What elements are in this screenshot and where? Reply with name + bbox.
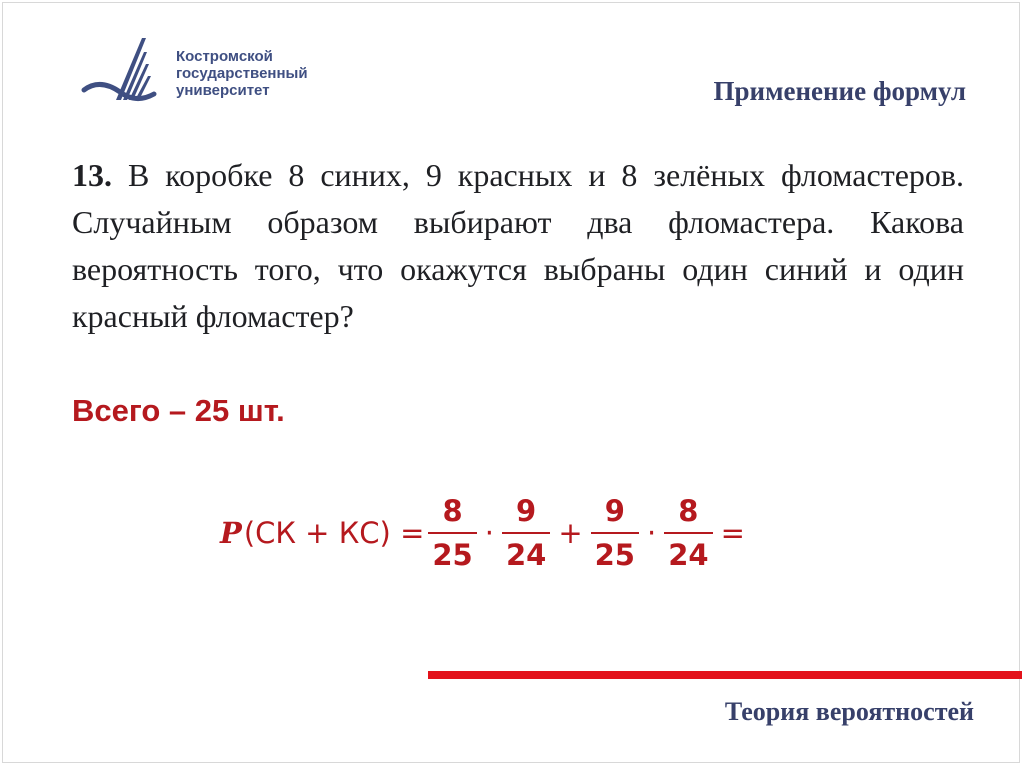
fraction-1 xyxy=(428,494,476,572)
probability-formula xyxy=(220,484,749,582)
fraction-1-numerator: 8 xyxy=(442,494,463,528)
multiply-dot-2: · xyxy=(646,516,657,550)
multiply-dot-1: · xyxy=(484,516,494,550)
university-logo xyxy=(80,34,340,114)
slide-frame xyxy=(2,2,1020,763)
formula-symbol: P xyxy=(220,516,242,550)
fraction-4 xyxy=(664,494,712,572)
footer-divider xyxy=(428,671,1022,679)
logo-line-3: университет xyxy=(176,82,270,99)
university-logo-icon xyxy=(80,34,172,114)
fraction-1-denominator: 25 xyxy=(432,538,473,572)
logo-line-1: Костромской xyxy=(176,48,273,65)
fraction-2-denominator: 24 xyxy=(505,538,547,572)
problem-text xyxy=(72,152,964,340)
problem-number: 13. xyxy=(72,157,112,193)
fraction-4-numerator: 8 xyxy=(678,494,699,528)
fraction-3 xyxy=(591,494,639,572)
fraction-4-denominator: 24 xyxy=(668,538,709,572)
logo-text xyxy=(176,48,308,99)
total-count: Всего – 25 шт. xyxy=(72,393,285,428)
logo-line-2: государственный xyxy=(176,65,308,82)
fraction-2 xyxy=(502,494,550,572)
problem-body: В коробке 8 синих, 9 красных и 8 зелёных фломастеров. Случайным образом выбирают два фломастера. Какова вероятность того, что окажутся выбраны один синий и один красный фломастер? xyxy=(72,157,964,334)
fraction-2-numerator: 9 xyxy=(516,494,537,528)
footer-subject: Теория вероятностей xyxy=(724,697,974,726)
fraction-3-denominator: 25 xyxy=(594,538,635,572)
plus-sign: + xyxy=(558,516,583,550)
formula-argument: (СК + КС) = xyxy=(243,516,425,550)
equals-sign: = xyxy=(720,516,745,550)
page-title: Применение формул xyxy=(713,76,966,106)
fraction-3-numerator: 9 xyxy=(604,494,625,528)
